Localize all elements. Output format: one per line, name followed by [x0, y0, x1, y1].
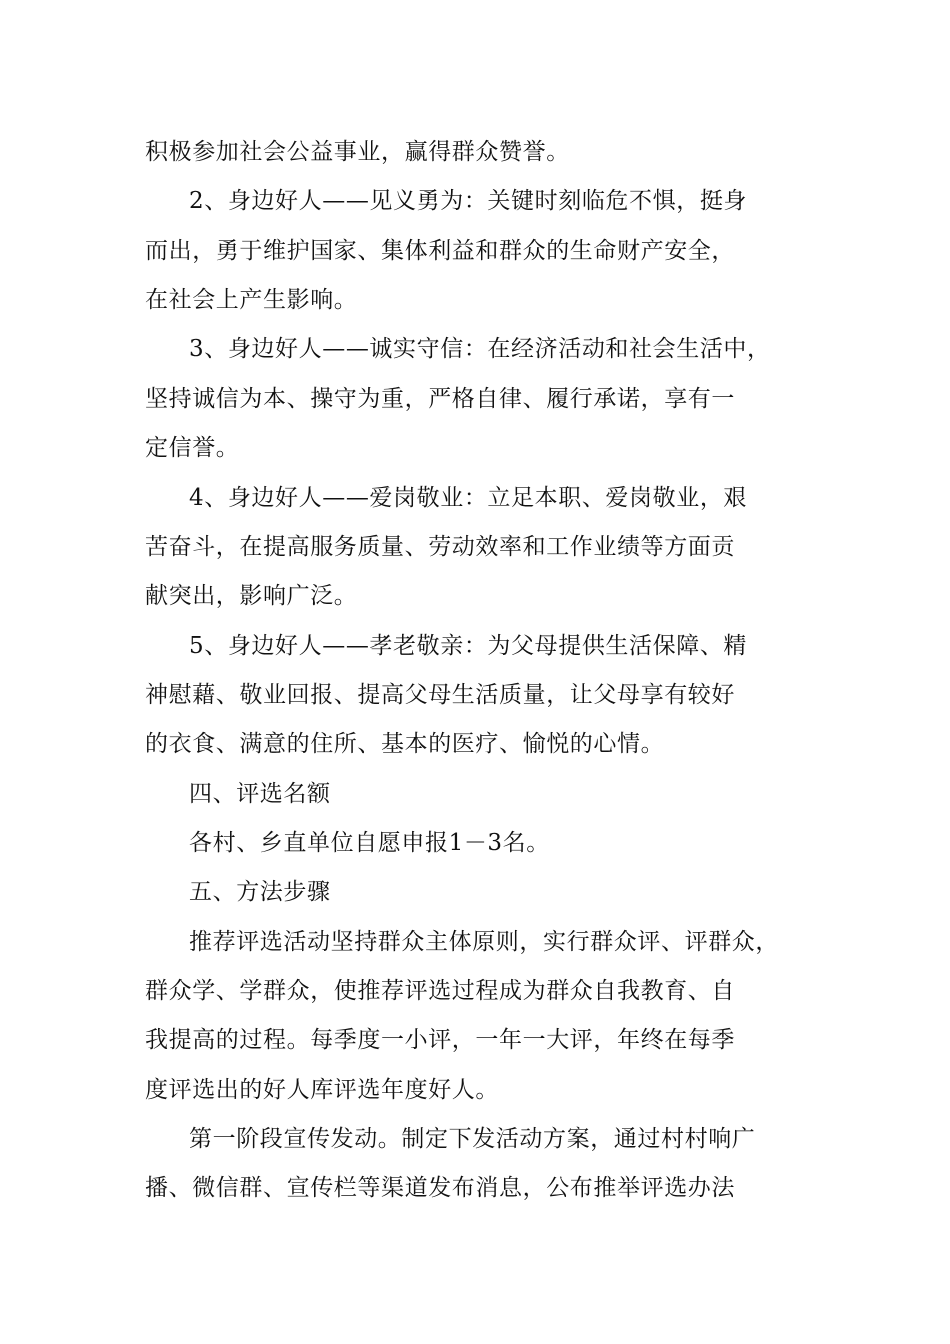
paragraph-line: 我提高的过程。每季度一小评，一年一大评，年终在每季 — [145, 1027, 735, 1053]
paragraph-line: 各村、乡直单位自愿申报1－3名。 — [189, 830, 550, 856]
section-heading: 五、方法步骤 — [189, 879, 331, 905]
paragraph-line: 播、微信群、宣传栏等渠道发布消息，公布推举评选办法 — [145, 1175, 735, 1201]
paragraph-line: 坚持诚信为本、操守为重，严格自律、履行承诺，享有一 — [145, 386, 735, 412]
paragraph-line: 第一阶段宣传发动。制定下发活动方案，通过村村响广 — [189, 1126, 756, 1152]
section-heading: 四、评选名额 — [189, 781, 331, 807]
paragraph-line: 的衣食、满意的住所、基本的医疗、愉悦的心情。 — [145, 731, 665, 757]
paragraph-line: 在社会上产生影响。 — [145, 287, 358, 313]
paragraph-line: 4、身边好人——爱岗敬业：立足本职、爱岗敬业，艰 — [189, 485, 748, 511]
paragraph-line: 推荐评选活动坚持群众主体原则，实行群众评、评群众， — [189, 929, 779, 955]
paragraph-line: 3、身边好人——诚实守信：在经济活动和社会生活中， — [189, 336, 771, 362]
paragraph-line: 献突出，影响广泛。 — [145, 583, 358, 609]
paragraph-line: 度评选出的好人库评选年度好人。 — [145, 1077, 499, 1103]
paragraph-line: 群众学、学群众，使推荐评选过程成为群众自我教育、自 — [145, 978, 735, 1004]
paragraph-line: 积极参加社会公益事业，赢得群众赞誉。 — [145, 139, 570, 165]
paragraph-line: 神慰藉、敬业回报、提高父母生活质量，让父母享有较好 — [145, 682, 735, 708]
paragraph-line: 2、身边好人——见义勇为：关键时刻临危不惧，挺身 — [189, 188, 748, 214]
paragraph-line: 苦奋斗，在提高服务质量、劳动效率和工作业绩等方面贡 — [145, 534, 735, 560]
paragraph-line: 5、身边好人——孝老敬亲：为父母提供生活保障、精 — [189, 633, 748, 659]
paragraph-line: 定信誉。 — [145, 435, 240, 461]
paragraph-line: 而出，勇于维护国家、集体利益和群众的生命财产安全， — [145, 238, 735, 264]
